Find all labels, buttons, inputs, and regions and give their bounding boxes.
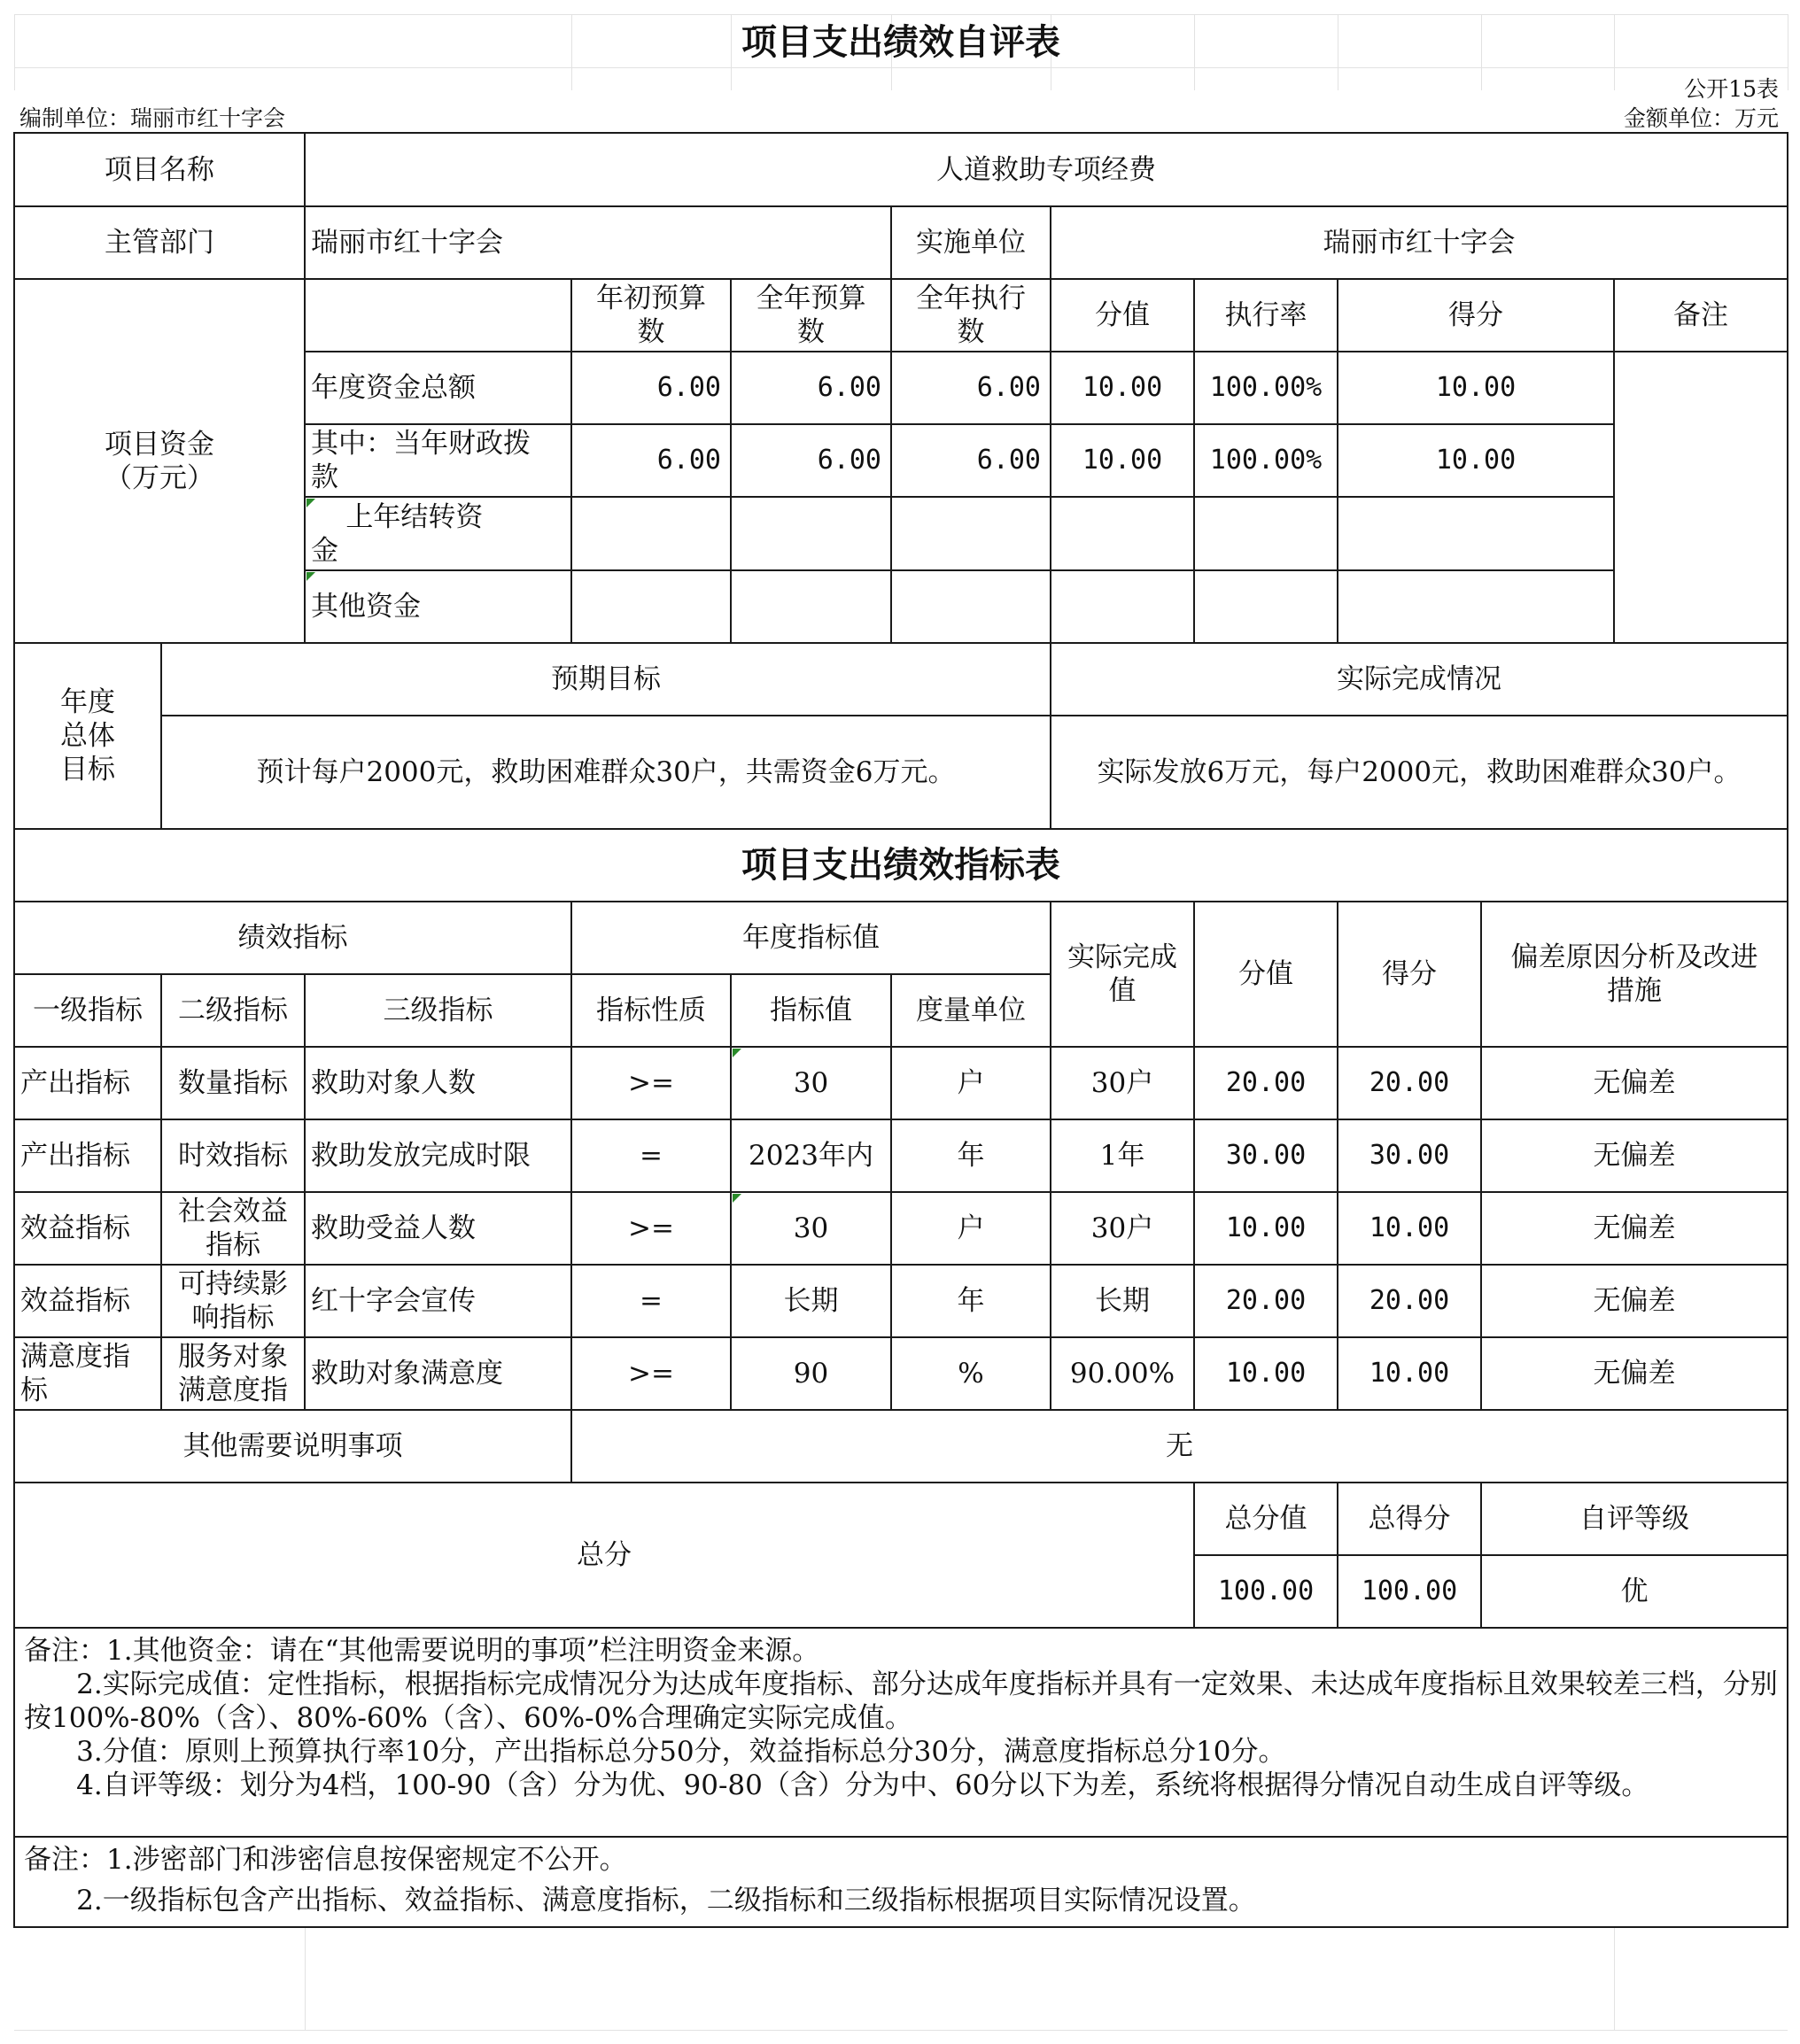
supervising-dept-label-text: 主管部门 — [105, 227, 214, 259]
indicator-l1-4-text: 满意度指 标 — [20, 1341, 130, 1406]
indicator-nature-0 — [570, 1046, 732, 1120]
indicator-l3-3-text: 红十字会宣传 — [311, 1285, 476, 1317]
indicator-deviation-4-text: 无偏差 — [1593, 1358, 1676, 1390]
indicator-l2-3-text: 可持续影 响指标 — [178, 1268, 288, 1334]
page-title — [14, 16, 1788, 69]
funds-header-3-text: 分值 — [1095, 299, 1150, 331]
indicator-value-1-text: 2023年内 — [749, 1140, 873, 1172]
indicator-nature-2 — [570, 1191, 732, 1266]
indicator-unit-3-text: 年 — [957, 1285, 985, 1317]
page-title-text: 项目支出绩效自评表 — [741, 21, 1060, 63]
expected-goal-text — [160, 715, 1051, 830]
indicator-points-0-text: 20.00 — [1225, 1067, 1307, 1098]
indicator-l2-3 — [160, 1264, 306, 1338]
implementing-unit-value-text: 瑞丽市红十字会 — [1323, 227, 1516, 259]
indicator-subheader-0 — [13, 973, 162, 1048]
compiler-unit-text: 编制单位：瑞丽市红十字会 — [19, 105, 286, 131]
actual-completion-header-text: 实际完成情况 — [1337, 663, 1501, 695]
indicator-l3-2-text: 救助受益人数 — [311, 1212, 476, 1244]
funds-row-label-1-text: 其中：当年财政拨 款 — [311, 428, 531, 493]
indicator-value-4 — [730, 1336, 892, 1411]
funds-header-2-text: 全年执行 数 — [916, 283, 1026, 348]
funds-value-0-3 — [1050, 351, 1195, 425]
actual-value-header — [1050, 901, 1195, 1048]
indicator-l2-4 — [160, 1336, 306, 1411]
project-name-value-text: 人道救助专项经费 — [936, 153, 1156, 186]
other-matters-label — [13, 1409, 572, 1483]
indicator-points-1 — [1193, 1119, 1338, 1193]
indicator-points-2-text: 10.00 — [1225, 1212, 1307, 1243]
indicator-actual-4-text: 90.00% — [1069, 1358, 1175, 1390]
funds-header-0-text: 年初预算 数 — [596, 283, 706, 348]
funds-value-3-1 — [730, 569, 892, 644]
indicator-unit-2 — [890, 1191, 1051, 1266]
indicator-l1-1-text: 产出指标 — [20, 1140, 130, 1172]
indicator-unit-1-text: 年 — [957, 1140, 985, 1172]
total-score-header — [1337, 1482, 1482, 1556]
indicator-l2-2 — [160, 1191, 306, 1266]
indicator-actual-1-text: 1年 — [1099, 1140, 1145, 1172]
funds-value-2-2 — [890, 496, 1051, 571]
funds-value-2-3 — [1050, 496, 1195, 571]
indicator-nature-1-text: = — [640, 1140, 663, 1172]
cell-comment-marker — [306, 499, 315, 507]
actual-completion-text-text: 实际发放6万元，每户2000元，救助困难群众30户。 — [1097, 756, 1742, 788]
indicator-score-3 — [1337, 1264, 1482, 1338]
funds-row-label-3 — [304, 569, 572, 644]
funds-value-1-2 — [890, 423, 1051, 498]
funds-value-0-1 — [730, 351, 892, 425]
implementing-unit-label-text: 实施单位 — [916, 227, 1026, 259]
total-points-header — [1193, 1482, 1338, 1556]
indicator-l3-2 — [304, 1191, 572, 1266]
indicator-subheader-1-text: 二级指标 — [178, 995, 288, 1026]
annual-value-header-text: 年度指标值 — [742, 922, 880, 954]
score-header — [1337, 901, 1482, 1048]
cell-comment-marker — [306, 572, 315, 581]
indicator-l3-3 — [304, 1264, 572, 1338]
indicator-table-title-text: 项目支出绩效指标表 — [741, 844, 1060, 886]
funds-value-0-4 — [1193, 351, 1338, 425]
funds-value-0-2-text: 6.00 — [976, 372, 1041, 403]
grade-header — [1480, 1482, 1788, 1556]
funds-header-5 — [1337, 278, 1615, 352]
grade-value-text: 优 — [1620, 1576, 1649, 1607]
note-line: 备注：1.涉密部门和涉密信息按保密规定不公开。 — [24, 1844, 627, 1876]
indicator-l2-0-text: 数量指标 — [178, 1067, 288, 1099]
grade-value — [1480, 1554, 1788, 1629]
indicator-deviation-0-text: 无偏差 — [1593, 1067, 1676, 1099]
funds-label — [13, 278, 306, 644]
perf-indicator-header-text: 绩效指标 — [237, 922, 348, 954]
funds-label-text: 项目资金 （万元） — [105, 428, 214, 494]
indicator-l3-1 — [304, 1119, 572, 1193]
funds-value-3-0 — [570, 569, 732, 644]
supervising-dept-label — [13, 205, 306, 280]
indicator-deviation-0 — [1480, 1046, 1788, 1120]
funds-value-3-4 — [1193, 569, 1338, 644]
supervising-dept-value-text: 瑞丽市红十字会 — [311, 227, 503, 259]
indicator-points-3 — [1193, 1264, 1338, 1338]
funds-value-2-4 — [1193, 496, 1338, 571]
funds-value-0-4-text: 100.00% — [1209, 372, 1323, 403]
score-header-text: 得分 — [1382, 958, 1437, 990]
indicator-score-4-text: 10.00 — [1369, 1358, 1450, 1389]
project-name-label — [13, 132, 306, 207]
funds-value-1-4 — [1193, 423, 1338, 498]
indicator-subheader-2-text: 三级指标 — [383, 995, 493, 1026]
indicator-l3-4 — [304, 1336, 572, 1411]
implementing-unit-value — [1050, 205, 1788, 280]
total-points-header-text: 总分值 — [1224, 1503, 1307, 1535]
indicator-value-3-text: 长期 — [783, 1285, 839, 1317]
expected-goal-header-text: 预期目标 — [551, 663, 661, 695]
note-line: 4.自评等级：划分为4档，100-90（含）分为优、90-80（含）分为中、60分以下为差，系统将根据得分情况自动生成自评等级。 — [24, 1769, 1649, 1801]
indicator-value-0 — [730, 1046, 892, 1120]
compiler-unit — [14, 101, 634, 136]
funds-value-0-5 — [1337, 351, 1615, 425]
indicator-l2-0 — [160, 1046, 306, 1120]
funds-row-label-2 — [304, 496, 572, 571]
indicator-actual-2-text: 30户 — [1090, 1212, 1154, 1244]
note-line: 2.一级指标包含产出指标、效益指标、满意度指标，二级指标和三级指标根据项目实际情况设置。 — [24, 1885, 1256, 1916]
indicator-points-1-text: 30.00 — [1225, 1140, 1307, 1171]
actual-completion-text — [1050, 715, 1788, 830]
funds-value-1-0-text: 6.00 — [656, 445, 721, 476]
indicator-points-4 — [1193, 1336, 1338, 1411]
indicator-deviation-1 — [1480, 1119, 1788, 1193]
funds-header-3 — [1050, 278, 1195, 352]
indicator-l2-1 — [160, 1119, 306, 1193]
indicator-value-0-text: 30 — [793, 1067, 829, 1099]
funds-header-4 — [1193, 278, 1338, 352]
funds-header-1 — [730, 278, 892, 352]
indicator-unit-4-text: % — [958, 1358, 984, 1390]
indicator-nature-4-text: >= — [628, 1358, 674, 1390]
indicator-subheader-4 — [730, 973, 892, 1048]
indicator-l3-0-text: 救助对象人数 — [311, 1067, 476, 1099]
indicator-l3-0 — [304, 1046, 572, 1120]
indicator-subheader-2 — [304, 973, 572, 1048]
funds-row-label-0-text: 年度资金总额 — [311, 372, 476, 404]
funds-row-label-2-text: 上年结转资 金 — [311, 500, 484, 567]
funds-value-2-5 — [1337, 496, 1615, 571]
note-line: 2.实际完成值：定性指标，根据指标完成情况分为达成年度指标、部分达成年度指标并具有一定效果、未达成年度指标且效果较差三档，分别按100%-80%（含）、80%-60%（含）、60%-0%合理确定实际完成值。 — [24, 1668, 1778, 1734]
indicator-l2-1-text: 时效指标 — [178, 1140, 288, 1172]
indicator-l3-4-text: 救助对象满意度 — [311, 1358, 503, 1390]
perf-indicator-header — [13, 901, 572, 975]
funds-row-label-1 — [304, 423, 572, 498]
note-line: 备注：1.其他资金：请在“其他需要说明的事项”栏注明资金来源。 — [24, 1635, 820, 1667]
indicator-score-2-text: 10.00 — [1369, 1212, 1450, 1243]
indicator-l1-1 — [13, 1119, 162, 1193]
other-matters-value — [570, 1409, 1788, 1483]
funds-value-3-2 — [890, 569, 1051, 644]
supervising-dept-value — [304, 205, 892, 280]
actual-value-header-text: 实际完成 值 — [1067, 941, 1177, 1007]
funds-value-1-2-text: 6.00 — [976, 445, 1041, 476]
indicator-deviation-2 — [1480, 1191, 1788, 1266]
indicator-points-3-text: 20.00 — [1225, 1285, 1307, 1316]
indicator-score-0 — [1337, 1046, 1482, 1120]
gridline — [14, 2030, 1788, 2031]
indicator-score-1 — [1337, 1119, 1482, 1193]
funds-value-2-1 — [730, 496, 892, 571]
gridline — [14, 14, 1788, 15]
indicator-score-0-text: 20.00 — [1369, 1067, 1450, 1098]
funds-value-1-1-text: 6.00 — [817, 445, 881, 476]
indicator-unit-1 — [890, 1119, 1051, 1193]
total-points-value-text: 100.00 — [1217, 1576, 1315, 1607]
indicator-value-2-text: 30 — [793, 1212, 829, 1244]
indicator-nature-0-text: >= — [628, 1067, 674, 1099]
funds-header-0 — [570, 278, 732, 352]
indicator-l1-2-text: 效益指标 — [20, 1212, 130, 1244]
indicator-deviation-3-text: 无偏差 — [1593, 1285, 1676, 1317]
funds-value-3-5 — [1337, 569, 1615, 644]
indicator-score-3-text: 20.00 — [1369, 1285, 1450, 1316]
funds-value-2-0 — [570, 496, 732, 571]
notes-block-1 — [13, 1627, 1788, 1838]
indicator-subheader-1 — [160, 973, 306, 1048]
deviation-header — [1480, 901, 1788, 1048]
indicator-l1-2 — [13, 1191, 162, 1266]
table-number-text: 公开15表 — [1684, 76, 1779, 102]
funds-value-1-5 — [1337, 423, 1615, 498]
cell-comment-marker — [733, 1049, 741, 1057]
funds-value-1-5-text: 10.00 — [1435, 445, 1517, 476]
indicator-score-1-text: 30.00 — [1369, 1140, 1450, 1171]
funds-header-2 — [890, 278, 1051, 352]
funds-header-6 — [1613, 278, 1788, 352]
funds-value-3-3 — [1050, 569, 1195, 644]
indicator-points-2 — [1193, 1191, 1338, 1266]
indicator-actual-3 — [1050, 1264, 1195, 1338]
points-header-text: 分值 — [1238, 958, 1293, 990]
total-label — [13, 1482, 1195, 1629]
funds-value-1-3 — [1050, 423, 1195, 498]
indicator-table-title — [13, 828, 1788, 902]
indicator-value-4-text: 90 — [793, 1358, 829, 1390]
indicator-l1-3-text: 效益指标 — [20, 1285, 130, 1317]
indicator-subheader-5 — [890, 973, 1051, 1048]
indicator-value-1 — [730, 1119, 892, 1193]
points-header — [1193, 901, 1338, 1048]
annual-goal-label-text: 年度 总体 目标 — [60, 686, 115, 786]
indicator-score-2 — [1337, 1191, 1482, 1266]
indicator-subheader-4-text: 指标值 — [770, 995, 852, 1026]
funds-value-1-0 — [570, 423, 732, 498]
indicator-deviation-4 — [1480, 1336, 1788, 1411]
indicator-l1-4 — [13, 1336, 162, 1411]
indicator-l1-3 — [13, 1264, 162, 1338]
funds-header-6-text: 备注 — [1673, 299, 1728, 331]
indicator-l1-0 — [13, 1046, 162, 1120]
other-matters-label-text: 其他需要说明事项 — [182, 1430, 403, 1462]
indicator-unit-2-text: 户 — [957, 1212, 985, 1244]
indicator-unit-0 — [890, 1046, 1051, 1120]
indicator-l2-2-text: 社会效益 指标 — [178, 1196, 288, 1261]
funds-header-5-text: 得分 — [1448, 299, 1503, 331]
indicator-actual-2 — [1050, 1191, 1195, 1266]
indicator-subheader-3 — [570, 973, 732, 1048]
expected-goal-text-text: 预计每户2000元，救助困难群众30户，共需资金6万元。 — [256, 756, 956, 788]
indicator-unit-4 — [890, 1336, 1051, 1411]
indicator-subheader-3-text: 指标性质 — [596, 995, 706, 1026]
indicator-l3-1-text: 救助发放完成时限 — [311, 1140, 531, 1172]
note-line: 3.分值：原则上预算执行率10分，产出指标总分50分，效益指标总分30分，满意度指标总分10分。 — [24, 1736, 1286, 1768]
indicator-unit-0-text: 户 — [957, 1067, 985, 1099]
indicator-actual-1 — [1050, 1119, 1195, 1193]
indicator-unit-3 — [890, 1264, 1051, 1338]
indicator-nature-4 — [570, 1336, 732, 1411]
annual-value-header — [570, 901, 1051, 975]
implementing-unit-label — [890, 205, 1051, 280]
indicator-deviation-1-text: 无偏差 — [1593, 1140, 1676, 1172]
grade-header-text: 自评等级 — [1579, 1503, 1689, 1535]
funds-header-blank — [304, 278, 572, 352]
funds-value-1-3-text: 10.00 — [1082, 445, 1163, 476]
total-label-text: 总分 — [577, 1539, 632, 1571]
indicator-subheader-0-text: 一级指标 — [33, 995, 143, 1026]
funds-row-label-0 — [304, 351, 572, 425]
notes-block-2 — [13, 1836, 1788, 1928]
project-name-label-text: 项目名称 — [105, 153, 214, 186]
funds-value-1-4-text: 100.00% — [1209, 445, 1323, 476]
project-name-value — [304, 132, 1788, 207]
indicator-deviation-2-text: 无偏差 — [1593, 1212, 1676, 1244]
funds-value-0-3-text: 10.00 — [1082, 372, 1163, 403]
indicator-deviation-3 — [1480, 1264, 1788, 1338]
funds-header-4-text: 执行率 — [1224, 299, 1307, 331]
indicator-actual-0 — [1050, 1046, 1195, 1120]
funds-value-0-0 — [570, 351, 732, 425]
indicator-points-4-text: 10.00 — [1225, 1358, 1307, 1389]
cell-comment-marker — [733, 1194, 741, 1203]
indicator-l1-0-text: 产出指标 — [20, 1067, 130, 1099]
amount-unit-text: 金额单位：万元 — [1623, 105, 1779, 131]
actual-completion-header — [1050, 642, 1788, 716]
indicator-l2-4-text: 服务对象 满意度指 — [178, 1341, 288, 1406]
deviation-header-text: 偏差原因分析及改进 措施 — [1510, 941, 1758, 1007]
indicator-value-3 — [730, 1264, 892, 1338]
indicator-subheader-5-text: 度量单位 — [916, 995, 1026, 1026]
other-matters-value-text: 无 — [1166, 1430, 1193, 1462]
funds-header-1-text: 全年预算 数 — [756, 283, 866, 348]
indicator-actual-0-text: 30户 — [1090, 1067, 1154, 1099]
indicator-actual-4 — [1050, 1336, 1195, 1411]
annual-goal-label — [13, 642, 162, 830]
indicator-score-4 — [1337, 1336, 1482, 1411]
indicator-nature-1 — [570, 1119, 732, 1193]
funds-value-0-2 — [890, 351, 1051, 425]
amount-unit — [1329, 101, 1788, 136]
indicator-actual-3-text: 长期 — [1095, 1285, 1150, 1317]
total-score-value — [1337, 1554, 1482, 1629]
indicator-points-0 — [1193, 1046, 1338, 1120]
total-score-header-text: 总得分 — [1368, 1503, 1451, 1535]
expected-goal-header — [160, 642, 1051, 716]
indicator-nature-3-text: = — [640, 1285, 663, 1317]
funds-value-0-0-text: 6.00 — [656, 372, 721, 403]
total-score-value-text: 100.00 — [1361, 1576, 1458, 1607]
funds-row-label-3-text: 其他资金 — [311, 591, 421, 623]
total-points-value — [1193, 1554, 1338, 1629]
funds-value-1-1 — [730, 423, 892, 498]
indicator-nature-3 — [570, 1264, 732, 1338]
funds-value-0-1-text: 6.00 — [817, 372, 881, 403]
funds-value-0-5-text: 10.00 — [1435, 372, 1517, 403]
indicator-nature-2-text: >= — [628, 1212, 674, 1244]
indicator-value-2 — [730, 1191, 892, 1266]
funds-remark-cell — [1613, 351, 1788, 644]
